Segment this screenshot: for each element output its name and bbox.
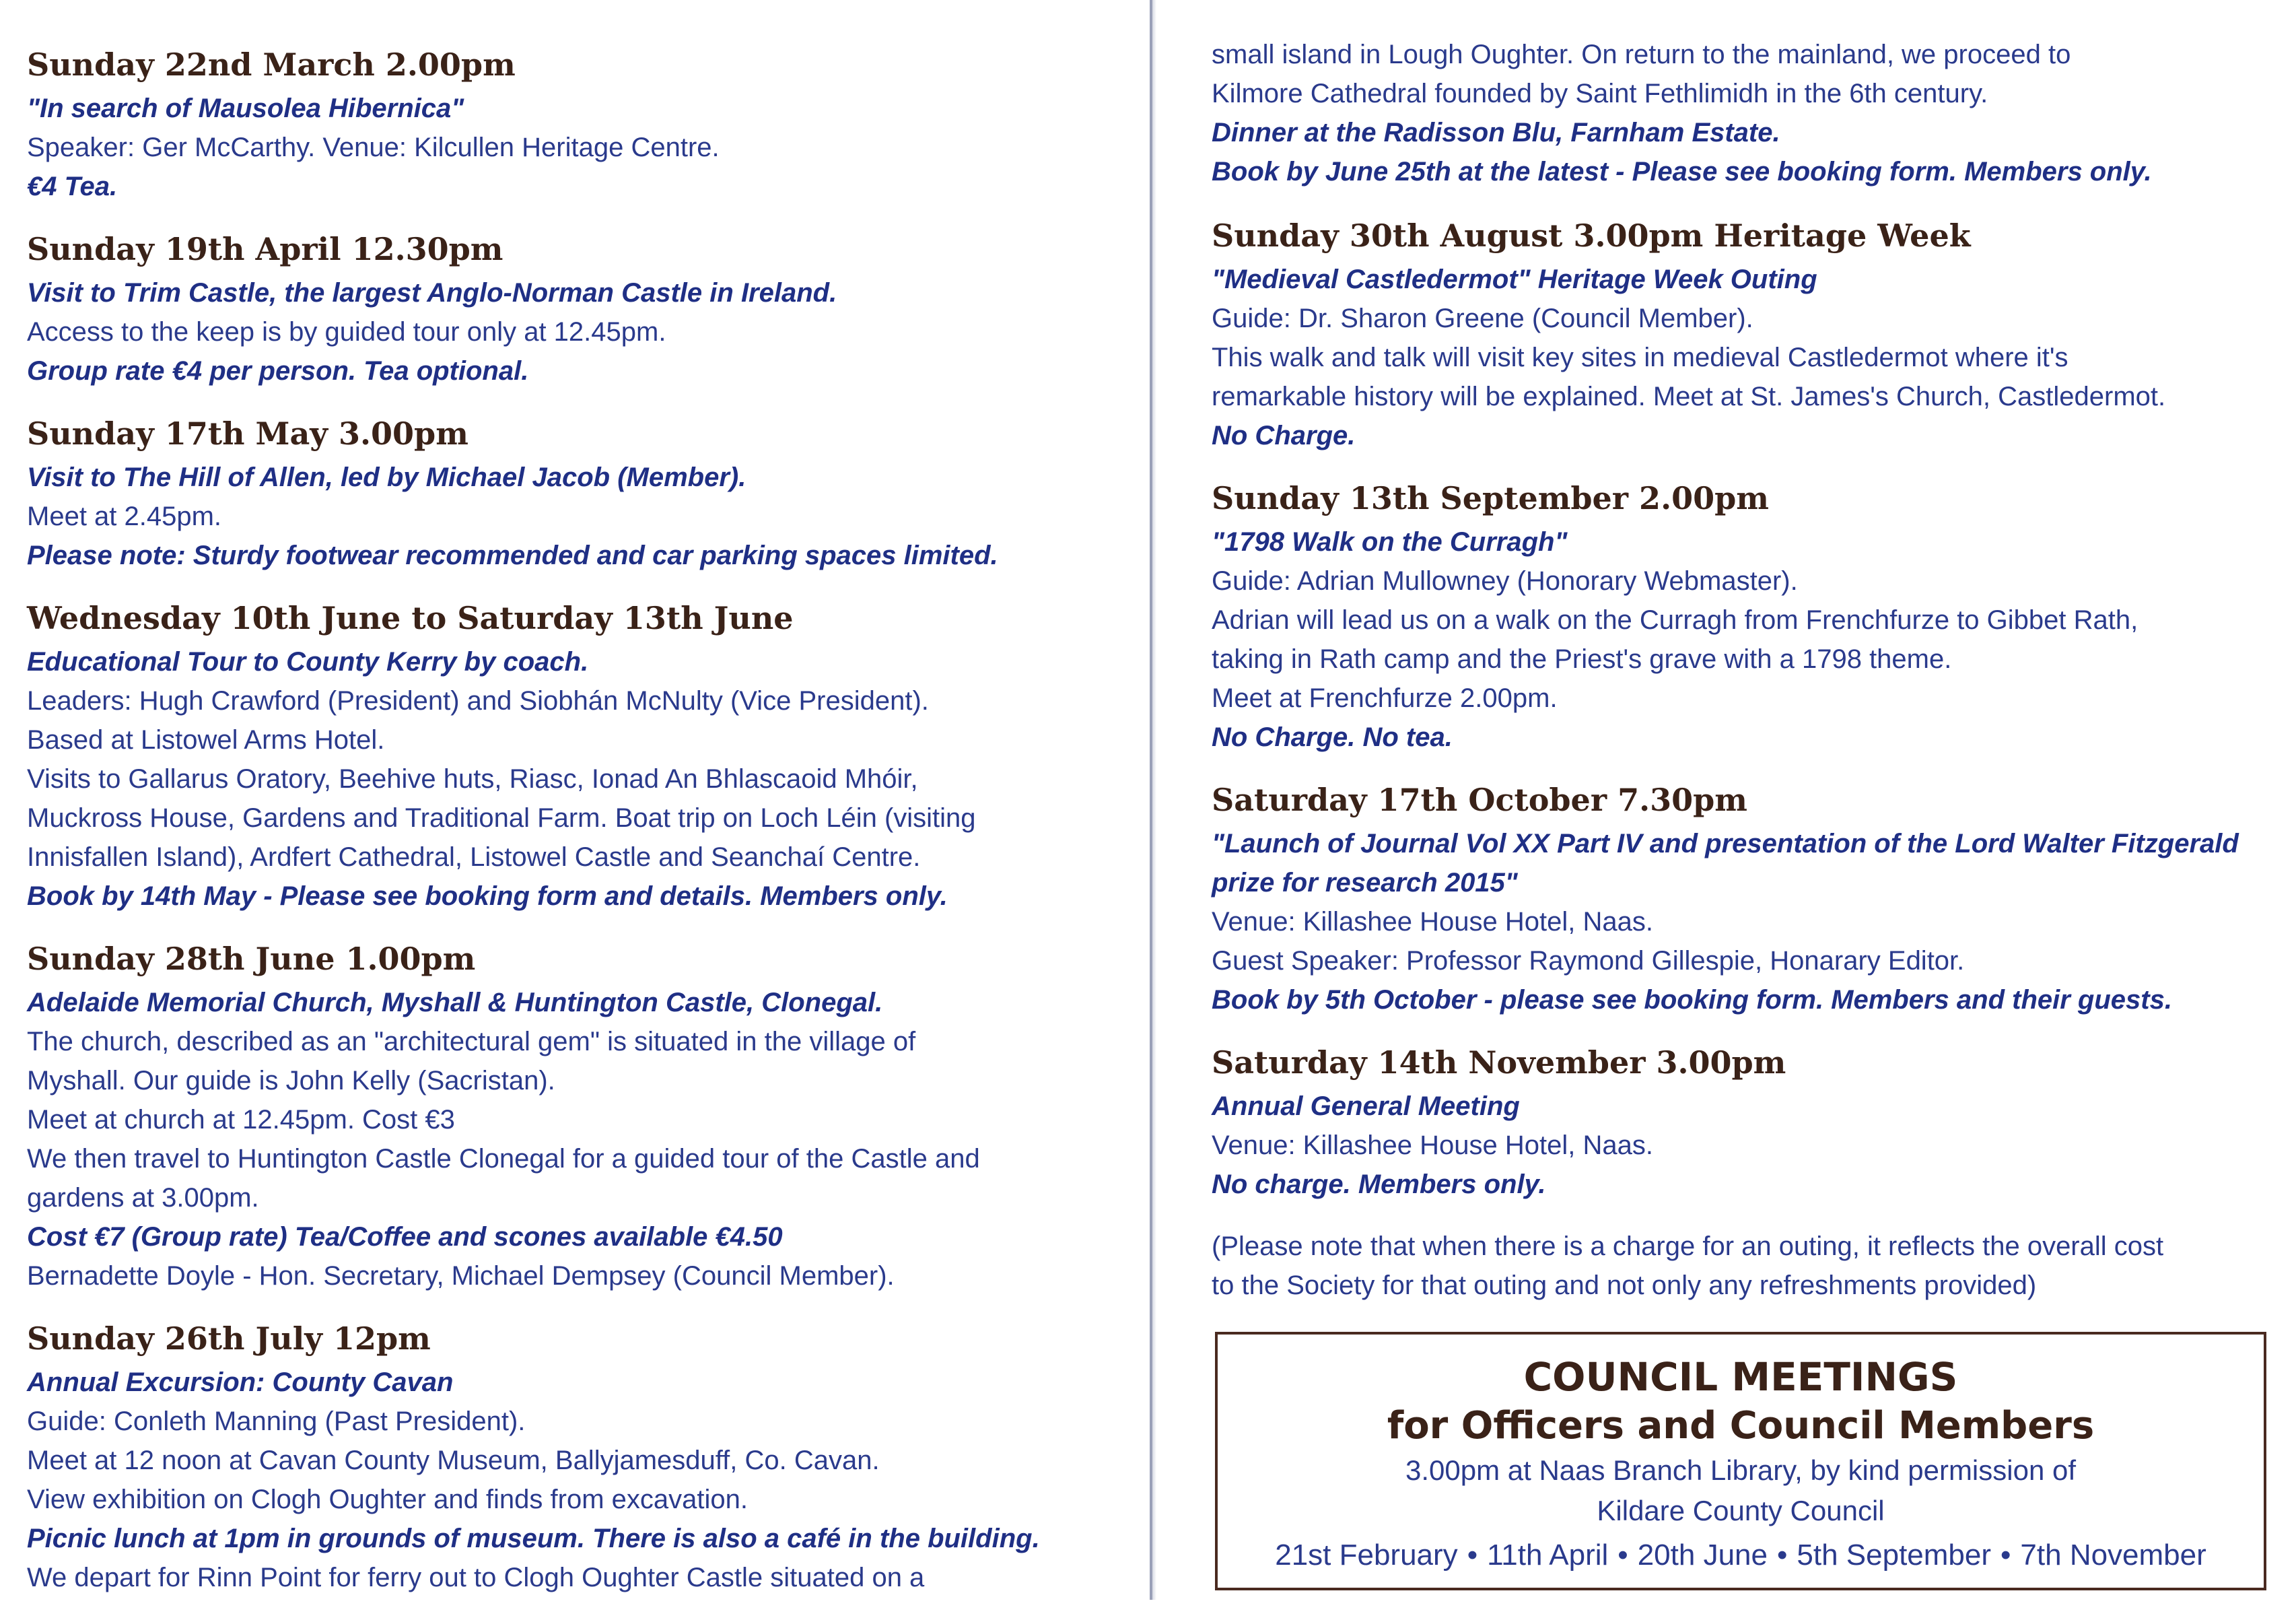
event-heading: Sunday 22nd March 2.00pm bbox=[27, 46, 516, 83]
council-location-2: Kildare County Council bbox=[1597, 1495, 1885, 1526]
event-detail-line: Visit to Trim Castle, the largest Anglo-Norman Castle in Ireland. bbox=[27, 278, 837, 308]
event-list-right bbox=[1212, 215, 2282, 1204]
event-detail-line: Based at Listowel Arms Hotel. bbox=[27, 725, 385, 755]
date-separator: • bbox=[1617, 1539, 1628, 1572]
event-detail-line: Meet at 2.45pm. bbox=[27, 502, 222, 531]
event-detail-line: Speaker: Ger McCarthy. Venue: Kilcullen Heritage Centre. bbox=[27, 133, 720, 162]
event-detail-line: Access to the keep is by guided tour only at 12.45pm. bbox=[27, 317, 666, 347]
event-item bbox=[1212, 215, 2282, 455]
event-detail-line: Myshall. Our guide is John Kelly (Sacristan). bbox=[27, 1066, 555, 1095]
event-detail-line: Educational Tour to County Kerry by coach. bbox=[27, 647, 589, 677]
event-heading: Saturday 14th November 3.00pm bbox=[1212, 1044, 1786, 1081]
event-detail-line: View exhibition on Clogh Oughter and finds from excavation. bbox=[27, 1485, 748, 1514]
event-detail-line: "Launch of Journal Vol XX Part IV and presentation of the Lord Walter Fitzgerald bbox=[1212, 829, 2239, 858]
event-detail-line: No Charge. No tea. bbox=[1212, 722, 1453, 752]
date-separator: • bbox=[2001, 1539, 2011, 1572]
event-heading: Sunday 19th April 12.30pm bbox=[27, 231, 503, 267]
fold-shadow bbox=[1152, 0, 1156, 1600]
council-title: COUNCIL MEETINGS bbox=[1523, 1354, 1958, 1400]
charge-note-line: (Please note that when there is a charge for an outing, it reflects the overall cost bbox=[1212, 1231, 2164, 1261]
event-item bbox=[27, 44, 1131, 206]
council-date: 20th June bbox=[1637, 1539, 1768, 1572]
event-detail-line: Guide: Dr. Sharon Greene (Council Member). bbox=[1212, 304, 1753, 333]
event-detail-line: This walk and talk will visit key sites in medieval Castledermot where it's bbox=[1212, 343, 2068, 372]
event-detail-line: We depart for Rinn Point for ferry out to Clogh Oughter Castle situated on a bbox=[27, 1563, 925, 1592]
council-date: 21st February bbox=[1275, 1539, 1458, 1572]
event-detail-line: Venue: Killashee House Hotel, Naas. bbox=[1212, 1130, 1653, 1160]
event-detail-line: Guide: Adrian Mullowney (Honorary Webmaster). bbox=[1212, 566, 1798, 596]
event-detail-line: Leaders: Hugh Crawford (President) and Siobhán McNulty (Vice President). bbox=[27, 686, 929, 716]
event-detail-line: No Charge. bbox=[1212, 421, 1356, 450]
event-detail-line: Innisfallen Island), Ardfert Cathedral, Listowel Castle and Seanchaí Centre. bbox=[27, 842, 921, 872]
event-detail-line: Visit to The Hill of Allen, led by Michael Jacob (Member). bbox=[27, 463, 746, 492]
event-detail-line: "1798 Walk on the Curragh" bbox=[1212, 527, 1568, 557]
event-detail-line: Annual General Meeting bbox=[1212, 1091, 1520, 1121]
continuation-line: Book by June 25th at the latest - Please see booking form. Members only. bbox=[1212, 157, 2152, 187]
continuation-line: Kilmore Cathedral founded by Saint Fethlimidh in the 6th century. bbox=[1212, 79, 1988, 108]
event-detail-line: Book by 14th May - Please see booking form and details. Members only. bbox=[27, 881, 948, 911]
event-detail-line: Guest Speaker: Professor Raymond Gillespie, Honarary Editor. bbox=[1212, 946, 1965, 976]
event-heading: Sunday 17th May 3.00pm bbox=[27, 415, 468, 452]
date-separator: • bbox=[1776, 1539, 1788, 1572]
event-item bbox=[27, 413, 1131, 575]
event-heading: Sunday 30th August 3.00pm Heritage Week bbox=[1212, 217, 1971, 254]
council-date: 5th September bbox=[1797, 1539, 1992, 1572]
event-detail-line: Meet at church at 12.45pm. Cost €3 bbox=[27, 1105, 455, 1135]
event-detail-line: taking in Rath camp and the Priest's grave with a 1798 theme. bbox=[1212, 644, 1952, 674]
event-detail-line: remarkable history will be explained. Meet at St. James's Church, Castledermot. bbox=[1212, 382, 2166, 411]
event-detail-line: Adelaide Memorial Church, Myshall & Huntington Castle, Clonegal. bbox=[27, 988, 883, 1017]
event-detail-line: Group rate €4 per person. Tea optional. bbox=[27, 356, 529, 386]
event-list-left bbox=[27, 44, 1131, 1597]
event-item bbox=[1212, 1042, 2282, 1204]
event-detail-line: Bernadette Doyle - Hon. Secretary, Michael Dempsey (Council Member). bbox=[27, 1261, 895, 1291]
event-detail-line: prize for research 2015" bbox=[1212, 868, 1518, 898]
council-date: 7th November bbox=[2020, 1539, 2206, 1572]
excursion-continuation bbox=[1212, 35, 2282, 191]
event-detail-line: We then travel to Huntington Castle Clonegal for a guided tour of the Castle and bbox=[27, 1144, 980, 1174]
date-separator: • bbox=[1467, 1539, 1478, 1572]
event-detail-line: €4 Tea. bbox=[27, 172, 118, 201]
event-heading: Saturday 17th October 7.30pm bbox=[1212, 782, 1747, 818]
event-item bbox=[1212, 780, 2282, 1019]
event-detail-line: gardens at 3.00pm. bbox=[27, 1183, 259, 1213]
event-detail-line: Meet at Frenchfurze 2.00pm. bbox=[1212, 683, 1558, 713]
right-column bbox=[1212, 35, 2282, 1305]
left-column bbox=[27, 44, 1131, 1620]
event-detail-line: Annual Excursion: County Cavan bbox=[27, 1368, 454, 1397]
council-location: 3.00pm at Naas Branch Library, by kind permission of bbox=[1405, 1454, 2077, 1486]
event-detail-line: The church, described as an "architectural gem" is situated in the village of bbox=[27, 1027, 916, 1056]
council-meetings-box bbox=[1215, 1332, 2266, 1590]
continuation-line: Dinner at the Radisson Blu, Farnham Estate. bbox=[1212, 118, 1780, 147]
event-detail-line: No charge. Members only. bbox=[1212, 1170, 1546, 1199]
event-item bbox=[27, 229, 1131, 391]
event-heading: Wednesday 10th June to Saturday 13th June bbox=[27, 600, 794, 636]
event-detail-line: Please note: Sturdy footwear recommended and car parking spaces limited. bbox=[27, 541, 998, 570]
council-dates bbox=[1218, 1534, 2264, 1577]
event-detail-line: Visits to Gallarus Oratory, Beehive huts, Riasc, Ionad An Bhlascaoid Mhóir, bbox=[27, 764, 918, 794]
event-detail-line: "In search of Mausolea Hibernica" bbox=[27, 94, 464, 123]
event-item bbox=[27, 598, 1131, 916]
event-detail-line: Venue: Killashee House Hotel, Naas. bbox=[1212, 907, 1653, 937]
continuation-line: small island in Lough Oughter. On return to the mainland, we proceed to bbox=[1212, 40, 2071, 69]
event-heading: Sunday 28th June 1.00pm bbox=[27, 941, 476, 977]
event-item bbox=[27, 939, 1131, 1295]
event-detail-line: "Medieval Castledermot" Heritage Week Outing bbox=[1212, 265, 1817, 294]
event-heading: Sunday 26th July 12pm bbox=[27, 1320, 431, 1357]
council-subtitle: for Officers and Council Members bbox=[1387, 1404, 2095, 1448]
event-detail-line: Picnic lunch at 1pm in grounds of museum. There is also a café in the building. bbox=[27, 1524, 1040, 1553]
event-detail-line: Meet at 12 noon at Cavan County Museum, Ballyjamesduff, Co. Cavan. bbox=[27, 1446, 880, 1475]
event-detail-line: Book by 5th October - please see booking form. Members and their guests. bbox=[1212, 985, 2172, 1015]
event-item bbox=[27, 1318, 1131, 1597]
event-item bbox=[1212, 478, 2282, 757]
event-detail-line: Adrian will lead us on a walk on the Curragh from Frenchfurze to Gibbet Rath, bbox=[1212, 605, 2138, 635]
charge-note-line: to the Society for that outing and not only any refreshments provided) bbox=[1212, 1271, 2037, 1300]
event-detail-line: Muckross House, Gardens and Traditional Farm. Boat trip on Loch Léin (visiting bbox=[27, 803, 976, 833]
council-date: 11th April bbox=[1487, 1539, 1609, 1572]
charge-note bbox=[1212, 1227, 2282, 1305]
event-heading: Sunday 13th September 2.00pm bbox=[1212, 480, 1769, 516]
event-detail-line: Guide: Conleth Manning (Past President). bbox=[27, 1407, 526, 1436]
event-detail-line: Cost €7 (Group rate) Tea/Coffee and scones available €4.50 bbox=[27, 1222, 783, 1252]
